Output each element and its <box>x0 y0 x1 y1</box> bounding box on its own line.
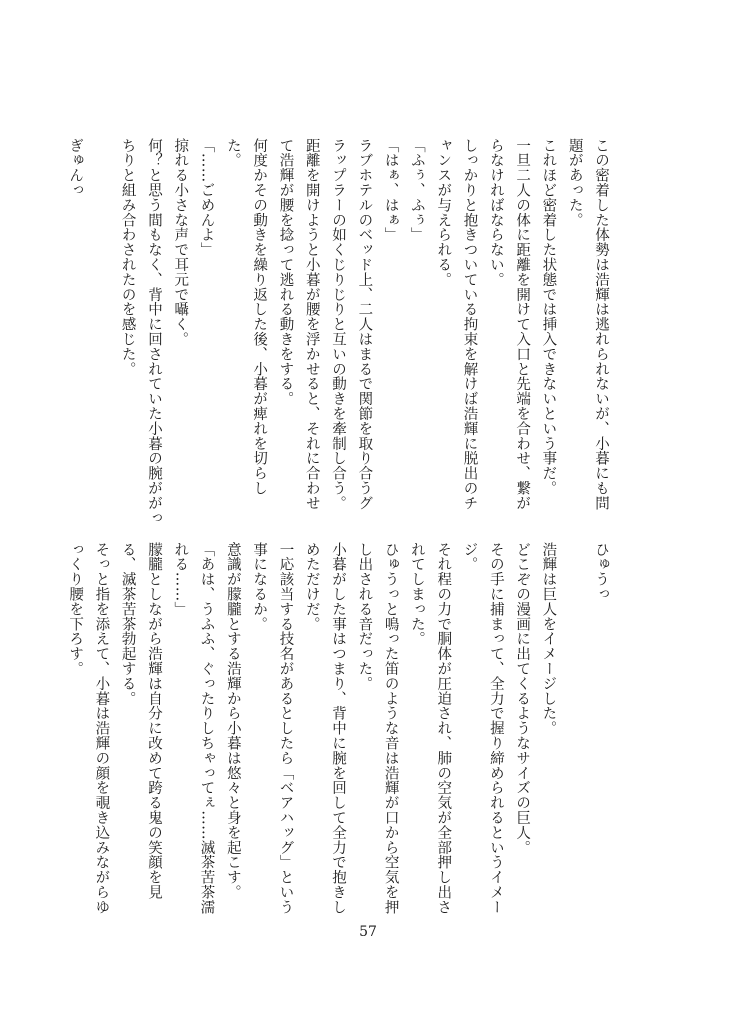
text-line: これほど密着した状態では挿入できないという事だ。 <box>540 138 557 496</box>
text-line: 何度かその動きを繰り返した後、小暮が痺れを切らし <box>251 138 268 496</box>
text-line: て浩輝が腰を捻って逃れる動きをする。 <box>277 138 294 407</box>
text-line: ラブホテルのベッド上、二人はまるで関節を取り合うグ <box>356 138 373 511</box>
text-line: っくり腰を下ろす。 <box>67 542 84 677</box>
text-line: ひゅうっと鳴った笛のような音は浩輝が口から空気を押 <box>382 542 399 915</box>
text-line: 朦朧としながら浩輝は自分に改めて跨る鬼の笑顔を見 <box>145 542 162 900</box>
text-line: どこぞの漫画に出てくるようなサイズの巨人。 <box>514 542 531 855</box>
text-line: 「はぁ、はぁ」 <box>382 138 399 243</box>
text-line: 浩輝は巨人をイメージした。 <box>540 542 557 736</box>
text-line: ぎゅんっ <box>67 138 84 198</box>
page-number: 57 <box>359 924 377 940</box>
text-line: 何？と思う間もなく、背中に回されていた小暮の腕ががっ <box>145 138 162 526</box>
text-line: 小暮がした事はつまり、背中に腕を回して全力で抱きし <box>330 542 347 915</box>
text-line: る、滅茶苦茶勃起する。 <box>119 542 136 706</box>
text-line: そっと指を添えて、小暮は浩輝の顔を覗き込みながらゆ <box>93 542 110 915</box>
text-line: らなければならない。 <box>487 138 504 287</box>
text-line: た。 <box>224 138 241 168</box>
text-line: その手に捕まって、全力で握り締められるというイメー <box>487 542 504 915</box>
text-line: 題があった。 <box>566 138 583 228</box>
text-line: 一旦二人の体に距離を開けて入口と先端を合わせ、繋が <box>514 138 531 511</box>
text-line: 掠れる小さな声で耳元で囁く。 <box>172 138 189 347</box>
text-line: れてしまった。 <box>408 542 425 647</box>
text-line: それ程の力で胴体が圧迫され、肺の空気が全部押し出さ <box>435 542 452 915</box>
text-line: ひゅうっ <box>593 542 609 602</box>
text-line: し出される音だった。 <box>356 542 373 691</box>
text-line: この密着した体勢は浩輝は逃れられないが、小暮にも問 <box>593 138 609 511</box>
text-line: 事になるか。 <box>251 542 268 632</box>
lower-text-block <box>67 542 614 922</box>
text-line: 意識が朦朧とする浩輝から小暮は悠々と身を起こす。 <box>224 542 241 900</box>
text-line: ラップラーの如くじりじりと互いの動きを牽制し合う。 <box>330 138 347 511</box>
text-line: ちりと組み合わされたのを感じた。 <box>119 138 136 377</box>
text-line: 「ふぅ、ふぅ」 <box>408 138 425 243</box>
text-line: 「……ごめんよ」 <box>198 138 215 258</box>
text-line: 一応該当する技名があるとしたら「ベアハッグ」という <box>277 542 294 915</box>
text-line <box>561 542 587 922</box>
text-line: ャンスが与えられる。 <box>435 138 452 287</box>
text-line: めただけだ。 <box>303 542 320 632</box>
text-line: しっかりと抱きついている拘束を解けば浩輝に脱出のチ <box>461 138 478 511</box>
text-line: れる……」 <box>172 542 189 617</box>
text-line: ジ。 <box>461 542 478 572</box>
text-line: 距離を開けようと小暮が腰を浮かせると、それに合わせ <box>303 138 320 511</box>
text-line: 「あは、うふふ、ぐったりしちゃってぇ……滅茶苦茶濡 <box>198 542 215 915</box>
text-line <box>88 138 114 514</box>
upper-text-block <box>67 138 614 526</box>
